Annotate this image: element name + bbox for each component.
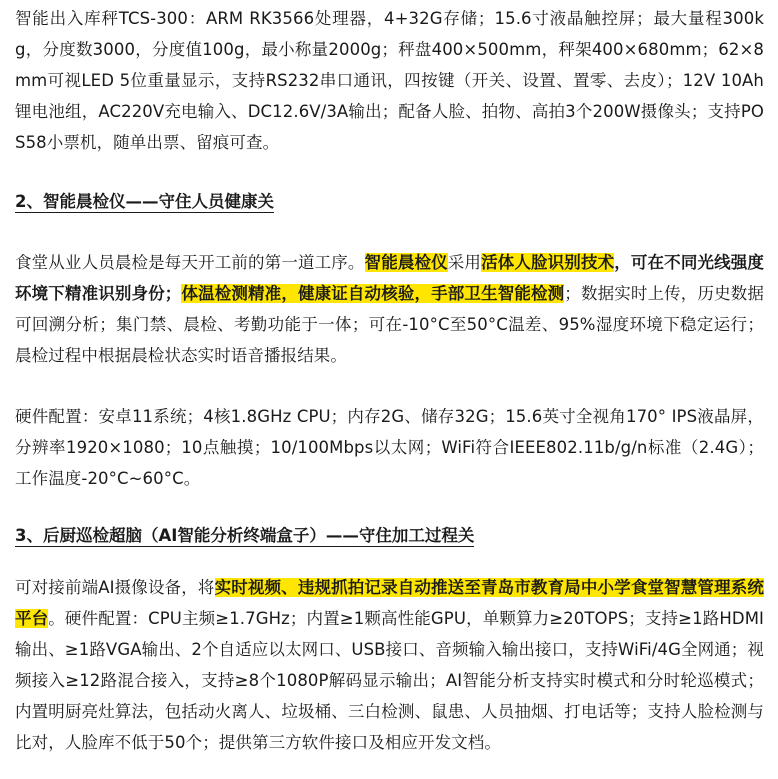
highlight-liveness-face-recognition: 活体人脸识别技术 [481,253,615,272]
section-2-text-b: 采用 [447,253,482,272]
section-3-text-a: 可对接前端AI摄像设备，将 [15,578,215,597]
section-2-hardware-paragraph: 硬件配置：安卓11系统；4核1.8GHz CPU；内存2G、储存32G；15.6英寸全视角170° IPS液晶屏，分辨率1920×1080；10点触摸；10/100Mbps以太网；WiFi符合IEEE802.11b/g/n标准（2.4G）；工作温度-20°C~60°C。 [15,407,764,488]
section-2-paragraph-1 [15,247,764,371]
section-3-text-b: 。硬件配置：CPU主频≥1.7GHz；内置≥1颗高性能GPU，单颗算力≥20TOPS；支持≥1路HDMI输出、≥1路VGA输出、2个自适应以太网口、USB接口、音频输入输出接口，支持WiFi/4G全网通；视频接入≥12路混合接入，支持≥8个1080P解码显示输出；AI智能分析支持实时模式和分时轮巡模式；内置明厨亮灶算法，包括动火离人、垃圾桶、三白检测、鼠患、人员抽烟、打电话等；支持人脸检测与比对，人脸库不低于50个；提供第三方软件接口及相应开发文档。 [15,609,764,752]
intro-paragraph: 智能出入库秤TCS-300：ARM RK3566处理器，4+32G存储；15.6寸液晶触控屏；最大量程300kg，分度数3000，分度值100g，最小称量2000g；秤盘400×500mm，秤架400×680mm；62×8mm可视LED 5位重量显示，支持RS232串口通讯，四按键（开关、设置、置零、去皮）；12V 10Ah锂电池组，AC220V充电输入、DC12.6V/3A输出；配备人脸、拍物、高拍3个200W摄像头；支持POS58小票机，随单出票、留痕可查。 [15,9,764,152]
section-2-heading-text: 2、智能晨检仪——守住人员健康关 [15,192,274,211]
section-3-heading-text: 3、后厨巡检超脑（AI智能分析终端盒子）——守住加工过程关 [15,526,475,545]
section-2-text-c: ，可在不同光线强度环境下精准识别身份； [15,253,765,303]
section-2-heading [15,186,764,217]
highlight-video-push-platform: 实时视频、违规抓拍记录自动推送至青岛市教育局中小学食堂智慧管理系统平台 [15,578,764,628]
highlight-morning-check-device: 智能晨检仪 [364,253,448,272]
section-2-text-d: ；数据实时上传，历史数据可回溯分析；集门禁、晨检、考勤功能于一体；可在-10°C至50°C温差、95%湿度环境下稳定运行；晨检过程中根据晨检状态实时语音播报结果。 [15,284,764,365]
section-3-paragraph [15,572,764,758]
highlight-temperature-health-hygiene: 体温检测精准，健康证自动核验，手部卫生智能检测 [181,284,565,303]
section-2-text-a: 食堂从业人员晨检是每天开工前的第一道工序。 [15,253,365,272]
section-3-heading [15,520,764,551]
